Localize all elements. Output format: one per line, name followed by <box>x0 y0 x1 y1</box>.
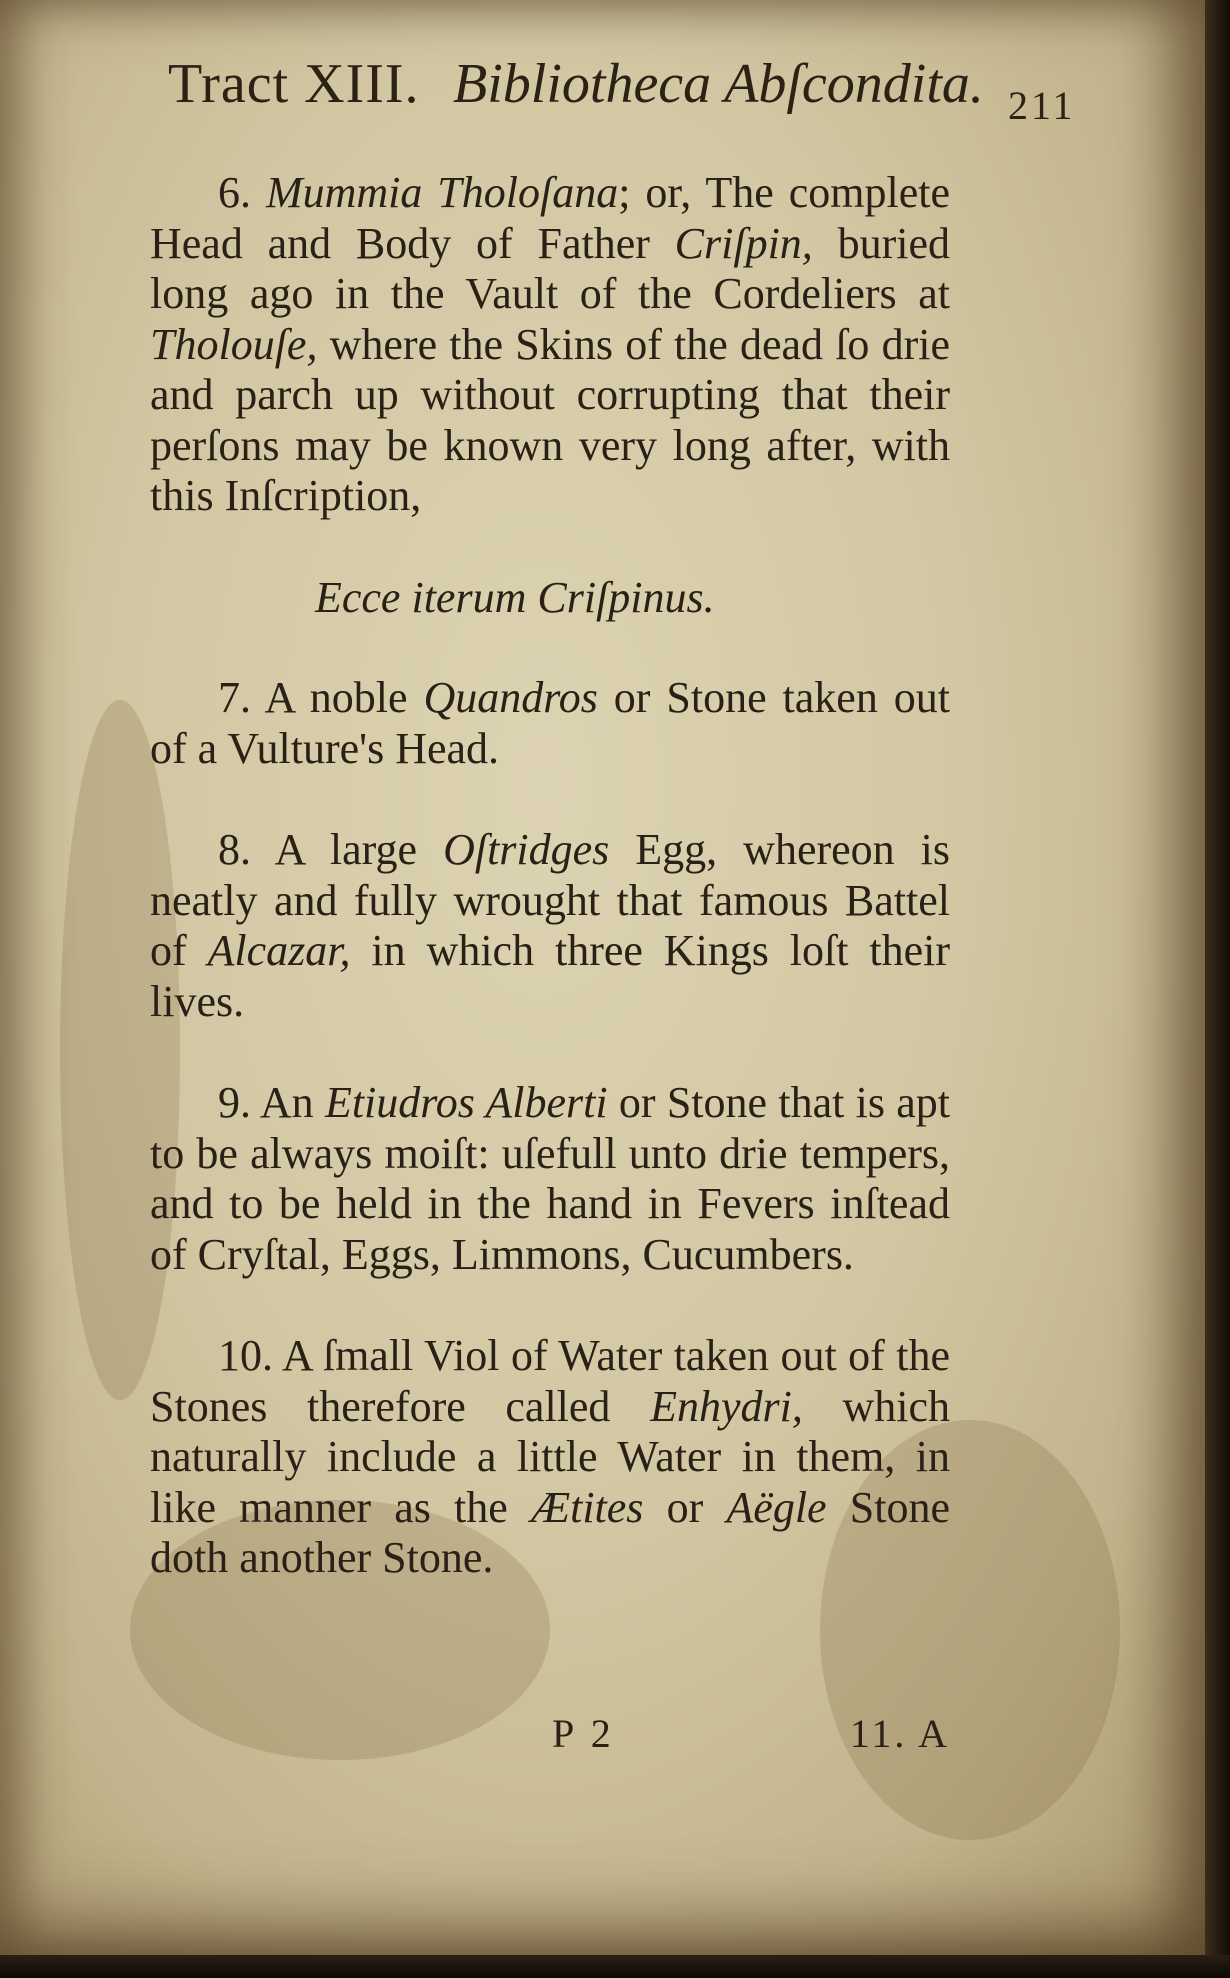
entry-8 <box>150 825 950 1027</box>
entry-7 <box>150 673 950 774</box>
entry-text: ; or, The complete Head and Body of Father <box>150 168 950 268</box>
tract-label: Tract XIII. <box>168 53 420 115</box>
italic-term: Criſpin, <box>674 218 813 268</box>
italic-term: Etiudros Alberti <box>324 1078 608 1127</box>
entry-text: buried long ago in the Vault of the Cordeliers at <box>150 218 950 318</box>
catchword: 11. A <box>849 1711 950 1756</box>
entry-9 <box>150 1078 950 1280</box>
entry-6 <box>150 168 950 522</box>
entry-text: where the Skins of the dead ſo drie and parch up without corrupting that their perſons may be known very long after, with this Inſcription, <box>150 319 950 520</box>
page-footer <box>150 1710 950 1770</box>
entry-number: 7. <box>218 673 251 722</box>
entry-text: or Stone taken out of a Vulture's Head. <box>150 673 950 773</box>
entry-text: A ſmall Viol of Water taken out of the Stones therefore called <box>150 1331 951 1431</box>
italic-term: Tholouſe, <box>150 319 318 369</box>
entry-text: A noble <box>264 673 424 722</box>
entry-text: An <box>259 1078 325 1127</box>
entry-10 <box>150 1331 950 1584</box>
entry-text: or Stone that is apt to be always moiſt: uſefull unto drie tempers, and to be held in the hand in Fevers inſtead of Cryſtal, Eggs, Limmons, Cucumbers. <box>150 1078 950 1279</box>
page-bottom-edge <box>0 1955 1230 1978</box>
page-number: 211 <box>1008 83 1076 128</box>
italic-term: Quandros <box>423 673 598 722</box>
italic-term: Aëgle <box>726 1482 827 1532</box>
entry-text: which naturally include a little Water in them, in like manner as the <box>150 1381 951 1532</box>
book-spine-shadow <box>1205 0 1230 1978</box>
entry-text: Stone doth another Stone. <box>150 1482 950 1582</box>
entry-text: in which three Kings loſt their lives. <box>150 926 950 1026</box>
running-title: Bibliotheca Abſcondita. <box>453 53 984 115</box>
entry-number: 6. <box>218 168 251 217</box>
italic-term: Mummia Tholoſana <box>265 168 619 217</box>
entry-text: or <box>643 1482 727 1532</box>
running-header <box>168 52 1108 132</box>
italic-term: Enhydri, <box>650 1381 803 1431</box>
italic-term: Oſtridges <box>443 825 610 874</box>
italic-term: Alcazar, <box>207 926 351 975</box>
entry-number: 10. <box>218 1331 273 1380</box>
entry-number: 9. <box>218 1078 251 1127</box>
entry-number: 8. <box>218 825 251 874</box>
entry-text: Egg, whereon is neatly and fully wrought that famous Battel of <box>150 825 950 975</box>
signature-mark: P 2 <box>552 1711 615 1756</box>
inscription: Ecce iterum Criſpinus. <box>315 572 715 622</box>
italic-term: Ætites <box>530 1482 644 1532</box>
entry-text: A large <box>274 825 444 874</box>
body-text <box>150 168 950 1584</box>
